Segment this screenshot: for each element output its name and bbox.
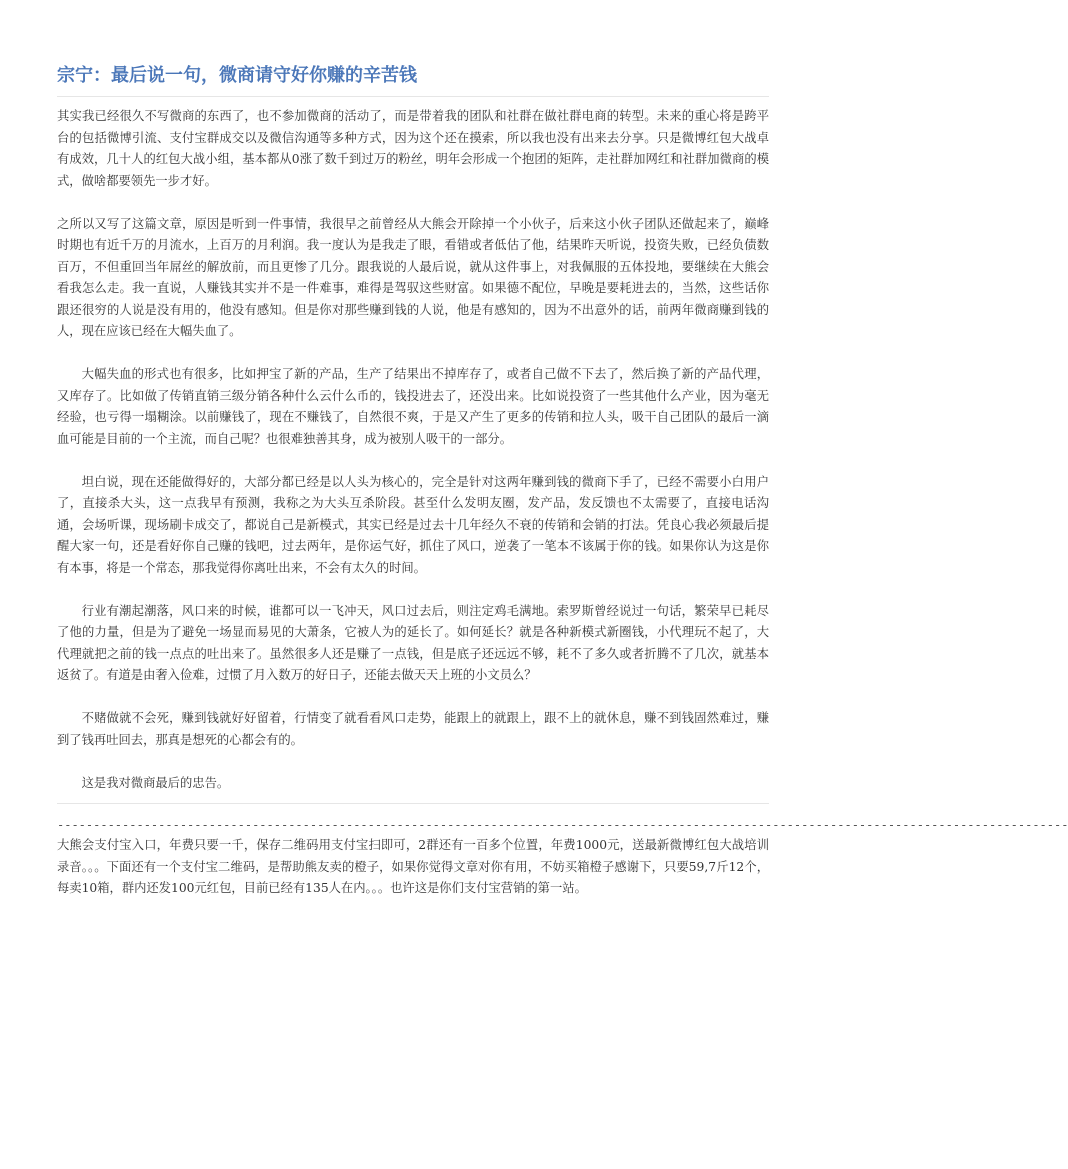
paragraph: 其实我已经很久不写微商的东西了，也不参加微商的活动了，而是带着我的团队和社群在做社群电商的转型。未来的重心将是跨平台的包括微博引流、支付宝群成交以及微信沟通等多种方式，因为这个还在摸索，所以我也没有出来去分享。只是微博红包大战卓有成效，几十人的红包大战小组，基本都从0涨了数千到过万的粉丝，明年会形成一个抱团的矩阵，走社群加网红和社群加微商的模式，做啥都要领先一步才好。 (57, 109, 769, 188)
paragraph: 大幅失血的形式也有很多，比如押宝了新的产品，生产了结果出不掉库存了，或者自己做不下去了，然后换了新的产品代理，又库存了。比如做了传销直销三级分销各种什么云什么币的，钱投进去了，还没出来。比如说投资了一些其他什么产业，因为毫无经验，也亏得一塌糊涂。以前赚钱了，现在不赚钱了，自然很不爽，于是又产生了更多的传销和拉人头，吸干自己团队的最后一滴血可能是目前的一个主流，而自己呢？也很难独善其身，成为被别人吸干的一部分。 (57, 367, 769, 446)
article-body (57, 106, 769, 794)
paragraph: 坦白说，现在还能做得好的，大部分都已经是以人头为核心的，完全是针对这两年赚到钱的微商下手了，已经不需要小白用户了，直接杀大头，这一点我早有预测，我称之为大头互杀阶段。甚至什么发明友圈，发产品，发反馈也不太需要了，直接电话沟通，会场听课，现场刷卡成交了，都说自己是新模式，其实已经是过去十几年经久不衰的传销和会销的打法。凭良心我必须最后提醒大家一句，还是看好你自己赚的钱吧，过去两年，是你运气好，抓住了风口，逆袭了一笔本不该属于你的钱。如果你认为这是你有本事，将是一个常态，那我觉得你离吐出来，不会有太久的时间。 (57, 474, 769, 575)
paragraph: 行业有潮起潮落，风口来的时候，谁都可以一飞冲天，风口过去后，则注定鸡毛满地。索罗斯曾经说过一句话，繁荣早已耗尽了他的力量，但是为了避免一场显而易见的大萧条，它被人为的延长了。如何延长？就是各种新模式新圈钱，小代理玩不起了，大代理就把之前的钱一点点的吐出来了。虽然很多人还是赚了一点钱，但是底子还远远不够，耗不了多久或者折腾不了几次，就基本返贫了。有道是由奢入俭难，过惯了月入数万的好日子，还能去做天天上班的小文员么？ (57, 603, 769, 682)
paragraph: 之所以又写了这篇文章，原因是听到一件事情，我很早之前曾经从大熊会开除掉一个小伙子，后来这小伙子团队还做起来了，巅峰时期也有近千万的月流水，上百万的月利润。我一度认为是我走了眼，看错或者低估了他，结果昨天听说，投资失败，已经负债数百万，不但重回当年屌丝的解放前，而且更惨了几分。跟我说的人最后说，就从这件事上，对我佩服的五体投地，要继续在大熊会看我怎么走。我一直说，人赚钱其实并不是一件难事，难得是驾驭这些财富。如果德不配位，早晚是要耗进去的，当然，这些话你跟还很穷的人说是没有用的，他没有感知。但是你对那些赚到钱的人说，他是有感知的，因为不出意外的话，前两年微商赚到钱的人，现在应该已经在大幅失血了。 (57, 216, 769, 338)
article (57, 62, 1068, 900)
promo-paragraph: 大熊会支付宝入口，年费只要一千，保存二维码用支付宝扫即可，2群还有一百多个位置，年费1000元，送最新微博红包大战培训录音。。。下面还有一个支付宝二维码，是帮助熊友卖的橙子，如果你觉得文章对你有用，不妨买箱橙子感谢下，只要59,7斤12个，每卖10箱，群内还发100元红包，目前已经有135人在内。。。也许这是你们支付宝营销的第一站。 (57, 838, 769, 895)
article-title: 宗宁：最后说一句，微商请守好你赚的辛苦钱 (57, 65, 417, 86)
paragraph: 这是我对微商最后的忠告。 (81, 775, 230, 790)
content-divider (57, 803, 769, 804)
title-divider (57, 96, 769, 97)
paragraph: 不赌做就不会死，赚到钱就好好留着，行情变了就看看风口走势，能跟上的就跟上，跟不上的就休息，赚不到钱固然难过，赚到了钱再吐回去，那真是想死的心都会有的。 (57, 711, 769, 747)
dashed-separator: -------------------------------------------------------------------------------------------------------------------------------------------- (57, 818, 1068, 832)
